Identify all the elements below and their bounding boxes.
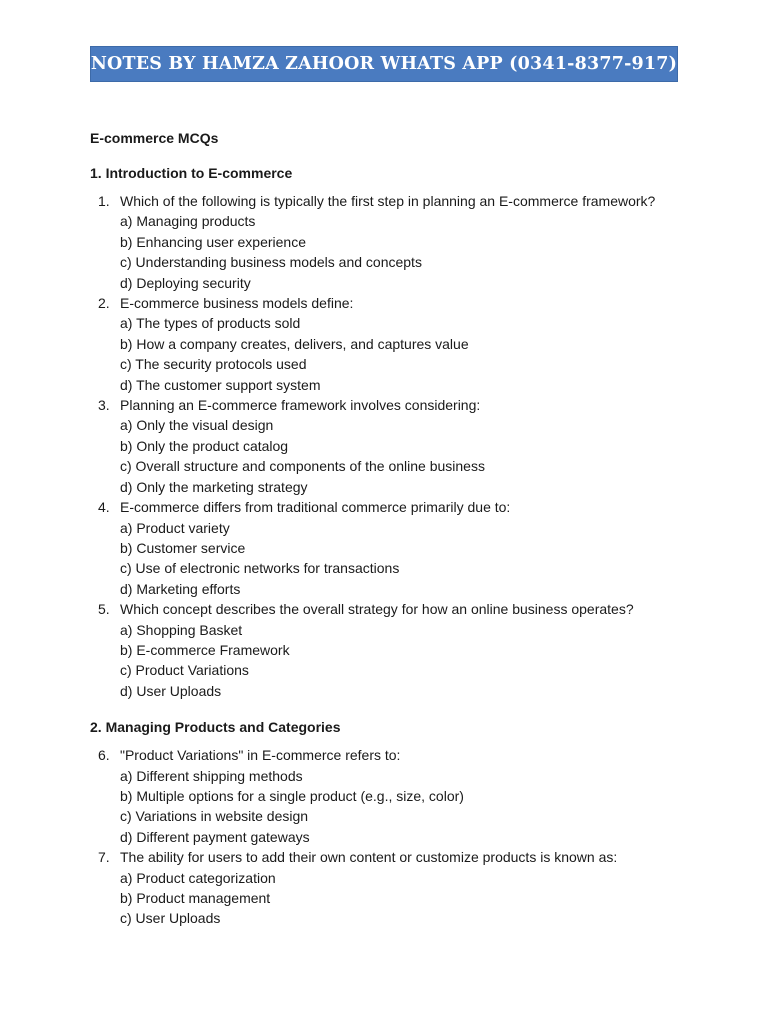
question-text: "Product Variations" in E-commerce refers to: xyxy=(120,747,401,764)
question-item xyxy=(90,497,690,599)
question-list xyxy=(90,745,690,929)
question-number: 5. xyxy=(98,601,110,618)
sections-container xyxy=(90,163,690,929)
question-item xyxy=(90,191,690,293)
answer-option: a) Different shipping methods xyxy=(120,767,303,784)
document-body xyxy=(90,128,690,929)
question-number: 3. xyxy=(98,397,110,414)
question-text: Which of the following is typically the first step in planning an E-commerce framework? xyxy=(120,193,656,209)
section-heading: 2. Managing Products and Categories xyxy=(90,719,341,736)
question-text: E-commerce differs from traditional commerce primarily due to: xyxy=(120,499,511,516)
answer-option: b) Customer service xyxy=(120,539,246,556)
question-number: 2. xyxy=(98,295,110,312)
answer-option: a) Shopping Basket xyxy=(120,621,243,638)
answer-option: a) Product categorization xyxy=(120,869,276,886)
banner-title: NOTES BY HAMZA ZAHOOR WHATS APP (0341-8377-917) xyxy=(90,54,678,74)
header-banner xyxy=(90,46,678,82)
question-list xyxy=(90,191,690,701)
answer-option: b) Enhancing user experience xyxy=(120,233,307,250)
answer-option: b) E-commerce Framework xyxy=(120,641,290,658)
answer-option: d) User Uploads xyxy=(120,682,222,699)
question-item xyxy=(90,745,690,847)
answer-option: b) Product management xyxy=(120,890,271,906)
answer-option: c) Product Variations xyxy=(120,662,249,679)
answer-option: d) Deploying security xyxy=(120,274,251,291)
mcq-section xyxy=(90,717,690,929)
question-text: Which concept describes the overall strategy for how an online business operates? xyxy=(120,601,634,618)
answer-option: d) Marketing efforts xyxy=(120,580,241,597)
answer-option: a) The types of products sold xyxy=(120,315,301,332)
answer-option: c) Understanding business models and concepts xyxy=(120,254,422,271)
question-number: 4. xyxy=(98,499,110,516)
answer-option: d) Different payment gateways xyxy=(120,828,310,845)
document-title: E-commerce MCQs xyxy=(90,130,219,146)
section-heading: 1. Introduction to E-commerce xyxy=(90,165,293,181)
question-item xyxy=(90,293,690,395)
question-number: 7. xyxy=(98,849,110,866)
answer-option: d) The customer support system xyxy=(120,376,321,393)
question-item xyxy=(90,599,690,701)
question-item xyxy=(90,847,690,929)
answer-option: b) How a company creates, delivers, and captures value xyxy=(120,335,469,352)
question-text: The ability for users to add their own content or customize products is known as: xyxy=(120,849,618,866)
answer-option: c) The security protocols used xyxy=(120,356,307,373)
question-number: 6. xyxy=(98,747,110,764)
answer-option: d) Only the marketing strategy xyxy=(120,478,308,495)
answer-option: a) Managing products xyxy=(120,213,256,230)
question-text: E-commerce business models define: xyxy=(120,295,354,312)
question-number: 1. xyxy=(98,193,110,209)
answer-option: c) User Uploads xyxy=(120,910,221,927)
mcq-section xyxy=(90,163,690,701)
answer-option: b) Multiple options for a single product (e.g., size, color) xyxy=(120,787,464,804)
answer-option: b) Only the product catalog xyxy=(120,437,289,454)
answer-option: c) Overall structure and components of the online business xyxy=(120,458,485,475)
answer-option: c) Use of electronic networks for transactions xyxy=(120,560,400,577)
answer-option: a) Product variety xyxy=(120,519,230,536)
answer-option: c) Variations in website design xyxy=(120,808,309,825)
question-item xyxy=(90,395,690,497)
answer-option: a) Only the visual design xyxy=(120,417,274,434)
question-text: Planning an E-commerce framework involves considering: xyxy=(120,397,481,414)
